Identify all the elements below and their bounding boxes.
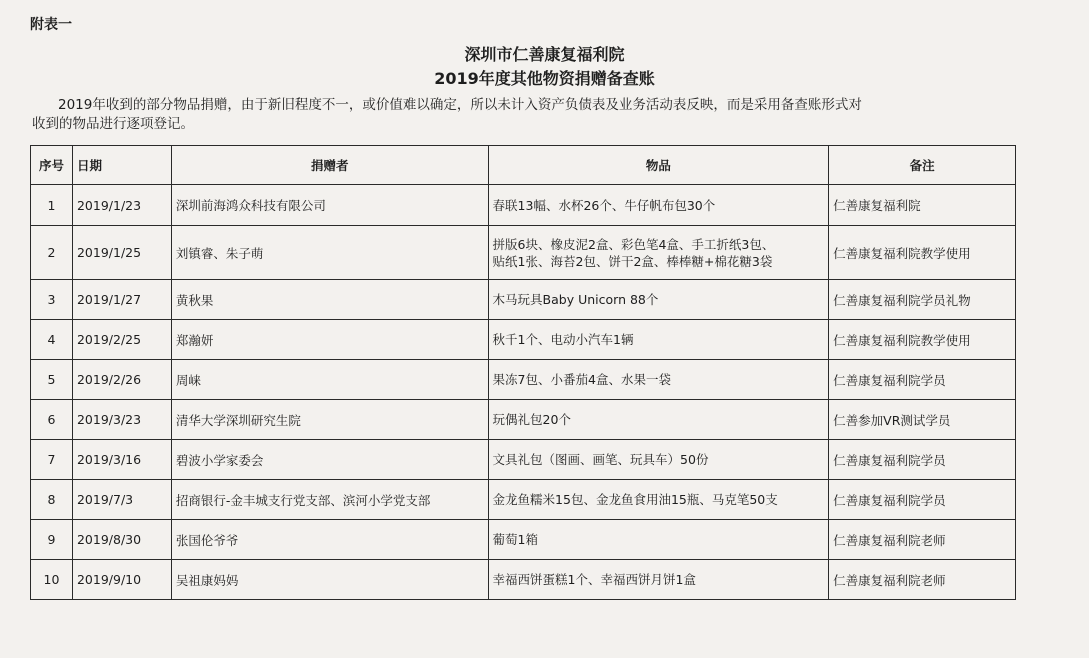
cell-no: 8 — [31, 480, 73, 520]
table-row — [31, 185, 1016, 226]
intro-line-2: 收到的物品进行逐项登记。 — [32, 116, 194, 132]
items-line: 拼版6块、橡皮泥2盒、彩色笔4盒、手工折纸3包、 — [492, 236, 775, 252]
cell-no: 6 — [31, 400, 73, 440]
cell-note: 仁善康复福利院学员 — [829, 360, 1016, 400]
cell-note: 仁善康复福利院教学使用 — [829, 226, 1016, 280]
table-row — [31, 226, 1016, 280]
cell-no: 4 — [31, 320, 73, 360]
items-line: 春联13幅、水杯26个、牛仔帆布包30个 — [492, 197, 716, 213]
cell-donor: 清华大学深圳研究生院 — [171, 400, 488, 440]
header-items: 物品 — [488, 146, 829, 185]
table-row — [31, 320, 1016, 360]
cell-items — [488, 400, 829, 440]
cell-donor: 刘镇睿、朱子萌 — [171, 226, 488, 280]
header-no: 序号 — [31, 146, 73, 185]
cell-note: 仁善康复福利院老师 — [829, 560, 1016, 600]
table-row — [31, 280, 1016, 320]
cell-date: 2019/9/10 — [72, 560, 171, 600]
cell-items — [488, 480, 829, 520]
cell-donor: 深圳前海鸿众科技有限公司 — [171, 185, 488, 226]
header-date: 日期 — [72, 146, 171, 185]
intro-paragraph — [32, 96, 1017, 134]
cell-date: 2019/1/27 — [72, 280, 171, 320]
appendix-label: 附表一 — [30, 17, 72, 33]
header-donor: 捐赠者 — [171, 146, 488, 185]
donation-ledger-table — [30, 145, 1016, 600]
cell-note: 仁善康复福利院学员 — [829, 480, 1016, 520]
items-line: 金龙鱼糯米15包、金龙鱼食用油15瓶、马克笔50支 — [492, 492, 778, 507]
cell-items — [488, 226, 829, 280]
header-note: 备注 — [829, 146, 1016, 185]
document-subtitle: 2019年度其他物资捐赠备查账 — [434, 69, 655, 88]
cell-no: 10 — [31, 560, 73, 600]
cell-items — [488, 185, 829, 226]
cell-donor: 郑瀚妍 — [171, 320, 488, 360]
cell-note: 仁善康复福利院 — [829, 185, 1016, 226]
table-row — [31, 360, 1016, 400]
cell-items — [488, 360, 829, 400]
items-line: 贴纸1张、海苔2包、饼干2盒、棒棒糖+棉花糖3袋 — [492, 253, 773, 269]
cell-items — [488, 560, 829, 600]
cell-date: 2019/1/23 — [72, 185, 171, 226]
cell-note: 仁善康复福利院老师 — [829, 520, 1016, 560]
cell-items — [488, 280, 829, 320]
table-row — [31, 400, 1016, 440]
cell-date: 2019/3/23 — [72, 400, 171, 440]
cell-date: 2019/2/25 — [72, 320, 171, 360]
items-line: 幸福西饼蛋糕1个、幸福西饼月饼1盒 — [492, 572, 696, 587]
table-row — [31, 480, 1016, 520]
cell-no: 9 — [31, 520, 73, 560]
cell-no: 5 — [31, 360, 73, 400]
cell-note: 仁善康复福利院学员礼物 — [829, 280, 1016, 320]
cell-donor: 周崃 — [171, 360, 488, 400]
table-header-row — [31, 146, 1016, 185]
cell-no: 7 — [31, 440, 73, 480]
cell-date: 2019/1/25 — [72, 226, 171, 280]
cell-date: 2019/3/16 — [72, 440, 171, 480]
cell-note: 仁善参加VR测试学员 — [829, 400, 1016, 440]
items-line: 果冻7包、小番茄4盒、水果一袋 — [492, 372, 671, 387]
items-line: 文具礼包（图画、画笔、玩具车）50份 — [492, 452, 709, 467]
intro-line-1: 2019年收到的部分物品捐赠，由于新旧程度不一，或价值难以确定，所以未计入资产负债表及业务活动表反映，而是采用备查账形式对 — [58, 97, 862, 113]
cell-note: 仁善康复福利院学员 — [829, 440, 1016, 480]
items-line: 葡萄1箱 — [492, 532, 538, 547]
cell-no: 2 — [31, 226, 73, 280]
items-line: 玩偶礼包20个 — [492, 412, 571, 427]
cell-date: 2019/7/3 — [72, 480, 171, 520]
cell-no: 1 — [31, 185, 73, 226]
table-row — [31, 520, 1016, 560]
items-line: 秋千1个、电动小汽车1辆 — [492, 332, 634, 347]
cell-donor: 黄秋果 — [171, 280, 488, 320]
cell-items — [488, 320, 829, 360]
cell-donor: 招商银行-金丰城支行党支部、滨河小学党支部 — [171, 480, 488, 520]
cell-items — [488, 520, 829, 560]
cell-items — [488, 440, 829, 480]
cell-note: 仁善康复福利院教学使用 — [829, 320, 1016, 360]
cell-date: 2019/2/26 — [72, 360, 171, 400]
table-row — [31, 440, 1016, 480]
cell-no: 3 — [31, 280, 73, 320]
cell-date: 2019/8/30 — [72, 520, 171, 560]
items-line: 木马玩具Baby Unicorn 88个 — [492, 292, 659, 307]
document-title: 深圳市仁善康复福利院 — [464, 45, 625, 64]
table-row — [31, 560, 1016, 600]
cell-donor: 吴祖康妈妈 — [171, 560, 488, 600]
cell-donor: 张国伦爷爷 — [171, 520, 488, 560]
cell-donor: 碧波小学家委会 — [171, 440, 488, 480]
